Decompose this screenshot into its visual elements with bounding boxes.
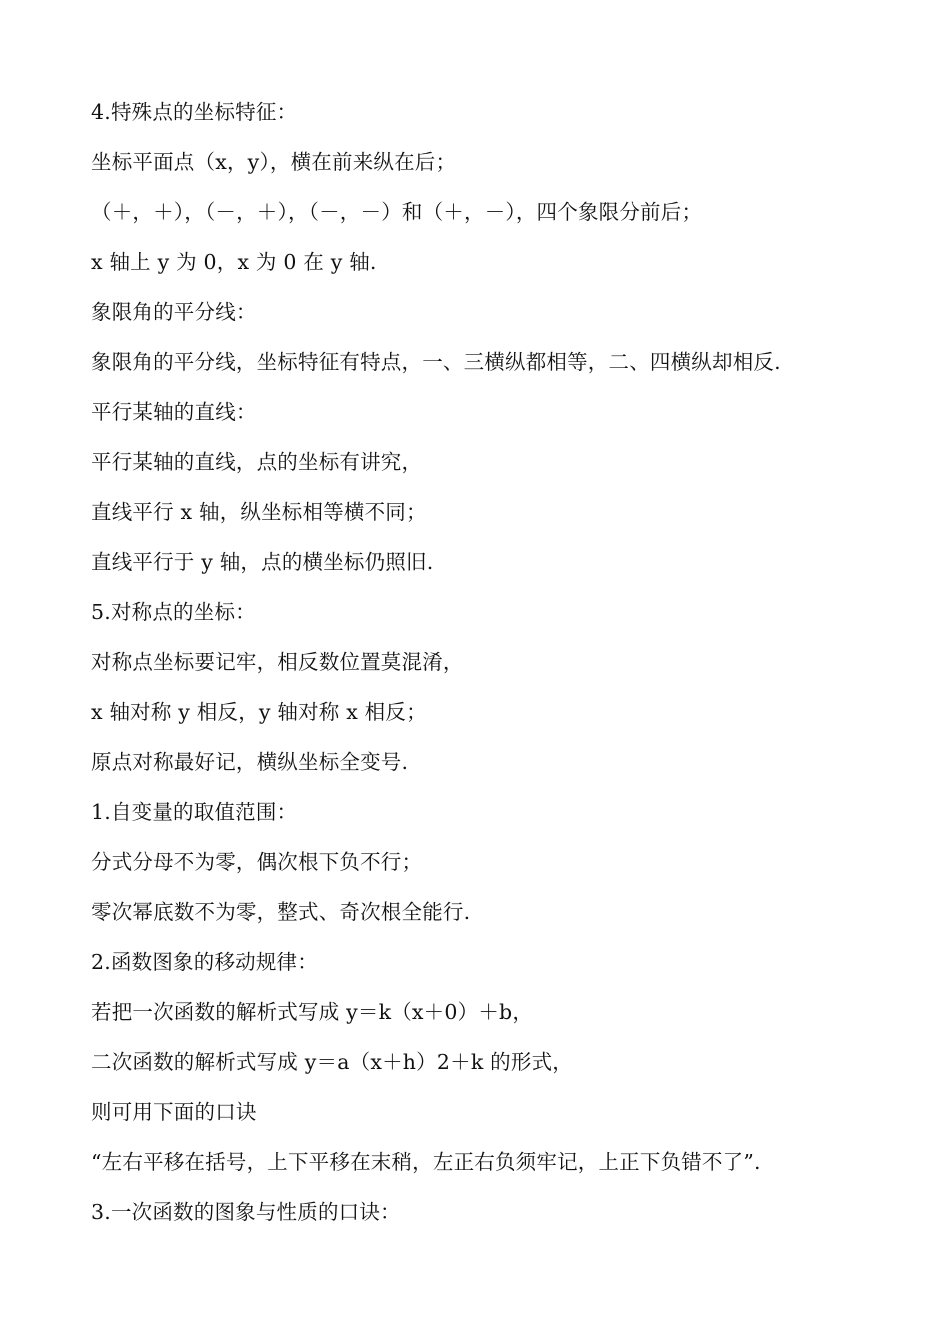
text-line: 平行某轴的直线，点的坐标有讲究， (91, 450, 423, 474)
text-line: 原点对称最好记，横纵坐标全变号. (91, 750, 409, 774)
heading-linear-function: 3.一次函数的图象与性质的口诀： (91, 1200, 401, 1224)
text-line: 象限角的平分线，坐标特征有特点，一、三横纵都相等，二、四横纵却相反. (91, 350, 781, 374)
text-line: 零次幂底数不为零，整式、奇次根全能行. (91, 900, 471, 924)
heading-graph-shift: 2.函数图象的移动规律： (91, 950, 318, 974)
heading-domain: 1.自变量的取值范围： (91, 800, 298, 824)
subheading-quadrant-bisector: 象限角的平分线： (91, 300, 257, 324)
heading-special-points: 4.特殊点的坐标特征： (91, 100, 298, 124)
text-line: 若把一次函数的解析式写成 y＝k（x＋0）＋b， (91, 1000, 534, 1024)
text-line: （＋，＋），（－，＋），（－，－）和（＋，－），四个象限分前后； (91, 200, 703, 224)
text-line: 直线平行 x 轴，纵坐标相等横不同； (91, 500, 427, 524)
text-line: “左右平移在括号，上下平移在末稍，左正右负须牢记，上正下负错不了”. (91, 1150, 761, 1174)
text-line: x 轴上 y 为 0，x 为 0 在 y 轴. (91, 250, 377, 274)
text-line: 对称点坐标要记牢，相反数位置莫混淆， (91, 650, 464, 674)
heading-symmetric-points: 5.对称点的坐标： (91, 600, 256, 624)
text-body (91, 94, 891, 1244)
text-line: x 轴对称 y 相反，y 轴对称 x 相反； (91, 700, 427, 724)
text-line: 二次函数的解析式写成 y＝a（x＋h）2＋k 的形式， (91, 1050, 573, 1074)
text-line: 分式分母不为零，偶次根下负不行； (91, 850, 423, 874)
text-line: 则可用下面的口诀 (91, 1100, 257, 1124)
text-line: 坐标平面点（x，y），横在前来纵在后； (91, 150, 457, 174)
subheading-parallel-line: 平行某轴的直线： (91, 400, 257, 424)
text-line: 直线平行于 y 轴，点的横坐标仍照旧. (91, 550, 434, 574)
